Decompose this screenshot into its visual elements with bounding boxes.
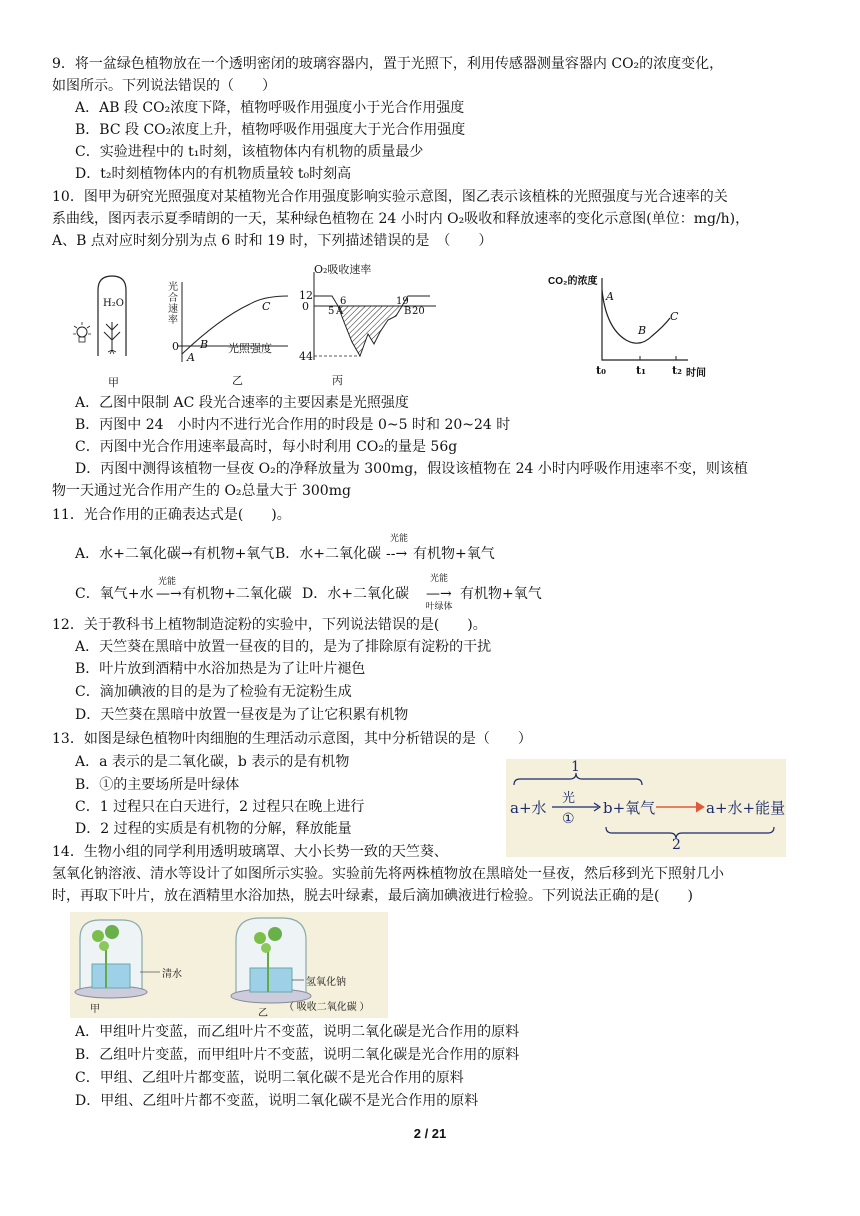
q10-stem-line3: A、B 点对应时刻分别为点 6 时和 19 时，下列描述错误的是 （ ） xyxy=(52,233,493,249)
figure-co2-concentration xyxy=(540,268,720,380)
co2-t2: t₂ xyxy=(672,364,682,377)
q14-option-a: A．甲组叶片变蓝，而乙组叶片不变蓝，说明二氧化碳是光合作用的原料 xyxy=(75,1024,520,1040)
q11-d-arrow: —→ xyxy=(426,586,452,602)
figure-yi xyxy=(160,278,300,388)
q12-option-d: D．天竺葵在黑暗中放置一昼夜是为了让它积累有机物 xyxy=(75,707,409,723)
figure-q13-process xyxy=(506,759,786,857)
q13-option-d: D．2 过程的实质是有机物的分解，释放能量 xyxy=(75,821,352,837)
co2-point-c: C xyxy=(670,310,679,323)
q9-option-a: A．AB 段 CO₂浓度下降，植物呼吸作用强度小于光合作用强度 xyxy=(75,100,465,116)
bing-t19: 19 xyxy=(396,296,409,307)
co2-point-b: B xyxy=(638,324,647,337)
q11-option-c-suffix: 有机物+二氧化碳 xyxy=(182,586,292,602)
q10-stem-line1: 10．图甲为研究光照强度对某植物光合作用强度影响实验示意图，图乙表示该植株的光照强度与光合速率的关 xyxy=(52,189,728,205)
q13-fig-light: 光 xyxy=(562,791,576,806)
q13-option-a: A．a 表示的是二氧化碳，b 表示的是有机物 xyxy=(75,754,350,770)
q10-option-d-line1: D．丙图中测得该植物一昼夜 O₂的净释放量为 300mg，假设该植物在 24 小时内呼吸作用速率不变，则该植 xyxy=(75,461,748,477)
q10-option-b: B．丙图中 24 小时内不进行光合作用的时段是 0~5 时和 20~24 时 xyxy=(75,417,511,433)
page-number: 2 / 21 xyxy=(413,1126,447,1141)
figure-bing xyxy=(296,262,446,388)
yi-origin: 0 xyxy=(172,340,179,353)
q10-option-a: A．乙图中限制 AC 段光合速率的主要因素是光照强度 xyxy=(75,395,409,411)
q11-b-light: 光能 xyxy=(389,534,408,544)
q14-fig-water: 清水 xyxy=(162,969,182,980)
q13-fig-circle-1: ① xyxy=(562,811,575,827)
bing-title: O₂吸收速率 xyxy=(314,263,372,276)
co2-xlabel: 时间 xyxy=(686,368,706,379)
q14-fig-naoh: 氢氧化钠 xyxy=(306,977,346,988)
yi-ylabel: 光合速率 xyxy=(168,282,178,326)
yi-point-a: A xyxy=(187,351,195,364)
q11-option-d-suffix: 有机物+氧气 xyxy=(460,586,542,602)
bing-y12: 12 xyxy=(299,289,313,302)
q13-fig-label-2: 2 xyxy=(672,837,681,853)
q12-stem: 12．关于教科书上植物制造淀粉的实验中，下列说法错误的是( )。 xyxy=(52,617,487,633)
co2-t1: t₁ xyxy=(636,364,646,377)
q13-fig-left: a+水 xyxy=(510,799,547,817)
q14-stem-line2: 氢氧化钠溶液、清水等设计了如图所示实验。实验前先将两株植物放在黑暗处一昼夜，然后移到光下照射几小 xyxy=(52,866,724,882)
yi-xlabel: 光照强度 xyxy=(228,342,272,355)
q9-stem-line1: 9．将一盆绿色植物放在一个透明密闭的玻璃容器内，置于光照下，利用传感器测量容器内 CO₂的浓度变化， xyxy=(52,56,724,72)
co2-ylabel: CO₂的浓度 xyxy=(548,276,598,287)
q14-option-b: B．乙组叶片变蓝，而甲组叶片不变蓝，说明二氧化碳是光合作用的原料 xyxy=(75,1047,520,1063)
bing-t6: 6 xyxy=(340,296,347,307)
q11-stem: 11．光合作用的正确表达式是( )。 xyxy=(52,507,291,523)
q11-d-chloroplast: 叶绿体 xyxy=(425,602,453,612)
q11-option-d-prefix: D．水+二氧化碳 xyxy=(302,586,409,602)
yi-point-c: C xyxy=(262,300,271,313)
q11-c-arrow: —→ xyxy=(156,586,182,602)
q13-option-b: B．①的主要场所是叶绿体 xyxy=(75,777,240,793)
q11-option-a: A．水+二氧化碳→有机物+氧气 xyxy=(75,546,275,562)
co2-point-a: A xyxy=(606,290,614,303)
yi-caption: 乙 xyxy=(232,374,243,387)
bing-point-b: B xyxy=(404,306,412,317)
yi-point-b: B xyxy=(200,338,209,351)
q14-stem-line3: 时，再取下叶片，放在酒精里水浴加热，脱去叶绿素，最后滴加碘液进行检验。下列说法正确的是( ) xyxy=(52,888,693,904)
q14-fig-absorb: （ 吸收二氧化碳 ） xyxy=(284,1002,370,1013)
q9-stem-line2: 如图所示。下列说法错误的（ ） xyxy=(52,78,276,94)
jia-h2o-label: H₂O xyxy=(103,298,124,309)
q14-option-c: C．甲组、乙组叶片都变蓝，说明二氧化碳不是光合作用的原料 xyxy=(75,1070,464,1086)
bing-y0: 0 xyxy=(302,300,309,313)
co2-t0: t₀ xyxy=(596,364,606,377)
q11-b-arrow: --→ xyxy=(386,546,408,562)
q9-option-c: C．实验进程中的 t₁时刻，该植物体内有机物的质量最少 xyxy=(75,144,424,160)
bing-t5: 5 xyxy=(328,306,335,317)
q14-option-d: D．甲组、乙组叶片都不变蓝，说明二氧化碳不是光合作用的原料 xyxy=(75,1093,479,1109)
q11-option-b-suffix: 有机物+氧气 xyxy=(413,546,495,562)
q13-stem: 13．如图是绿色植物叶肉细胞的生理活动示意图，其中分析错误的是（ ） xyxy=(52,731,532,747)
q10-option-c: C．丙图中光合作用速率最高时，每小时利用 CO₂的量是 56g xyxy=(75,439,458,455)
q12-option-c: C．滴加碘液的目的是为了检验有无淀粉生成 xyxy=(75,684,352,700)
q10-stem-line2: 系曲线，图丙表示夏季晴朗的一天，某种绿色植物在 24 小时内 O₂吸收和释放速率的变化示意图(单位：mg/h)， xyxy=(52,211,750,227)
q9-option-b: B．BC 段 CO₂浓度上升，植物呼吸作用强度大于光合作用强度 xyxy=(75,122,466,138)
q10-option-d-line2: 物一天通过光合作用产生的 O₂总量大于 300mg xyxy=(52,483,351,499)
q14-fig-yi: 乙 xyxy=(258,1008,268,1019)
bing-caption: 丙 xyxy=(332,374,343,387)
q13-fig-middle: b+氧气 xyxy=(603,799,656,817)
bing-t20: 20 xyxy=(412,306,425,317)
q9-option-d: D．t₂时刻植物体内的有机物质量较 t₀时刻高 xyxy=(75,166,352,182)
figure-jia xyxy=(70,270,150,388)
q14-stem-line1: 14．生物小组的同学利用透明玻璃罩、大小长势一致的天竺葵、 xyxy=(52,844,448,860)
q11-d-light: 光能 xyxy=(429,574,448,584)
q13-option-c: C．1 过程只在白天进行，2 过程只在晚上进行 xyxy=(75,799,365,815)
bing-point-a: A xyxy=(336,306,344,317)
q13-fig-label-1: 1 xyxy=(571,759,580,775)
jia-caption: 甲 xyxy=(108,376,119,389)
q12-option-b: B．叶片放到酒精中水浴加热是为了让叶片褪色 xyxy=(75,661,366,677)
q14-fig-jia: 甲 xyxy=(90,1004,100,1015)
q11-c-light: 光能 xyxy=(157,577,176,587)
q11-option-b-prefix: B．水+二氧化碳 xyxy=(275,546,382,562)
q11-option-c-prefix: C．氧气+水 xyxy=(75,586,154,602)
q12-option-a: A．天竺葵在黑暗中放置一昼夜的目的，是为了排除原有淀粉的干扰 xyxy=(75,639,492,655)
bing-y44: 44 xyxy=(299,350,313,363)
q13-fig-right: a+水+能量 xyxy=(706,799,786,817)
figure-q14-experiment xyxy=(70,912,388,1018)
